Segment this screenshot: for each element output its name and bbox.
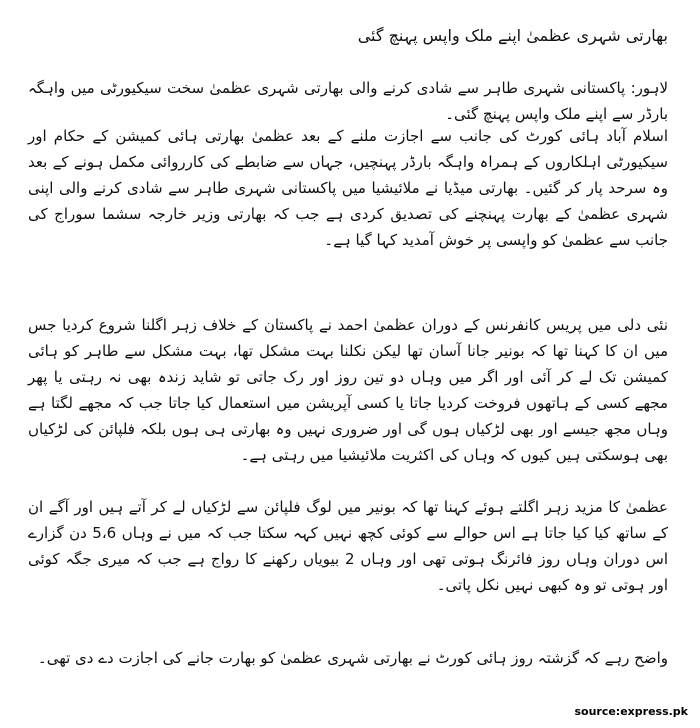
- article-paragraph-5: واضح رہے کہ گزشتہ روز ہائی کورٹ نے بھارتی شہری عظمیٰ کو بھارت جانے کی اجازت دے دی تھی۔: [37, 649, 668, 667]
- article-paragraph-4: عظمیٰ کا مزید زہر اگلتے ہوئے کہنا تھا کہ بونیر میں لوگ فلپائن سے لڑکیاں لے کر آتے ہیں اور آگے ان کے ساتھ کیا کیا جاتا ہے اس حوالے سے کوئی کچھ نہیں کہہ سکتا جب کہ میں نے وہاں 5،6 دن گزارے اس دوران وہاں روز فائرنگ ہوتی تھی اور وہاں 2 بیویاں رکھنے کا رواج ہے جب کہ میری جگہ کوئی اور ہوتی تو وہ کبھی نہیں نکل پاتی۔: [28, 498, 668, 594]
- article-headline: بھارتی شہری عظمیٰ اپنے ملک واپس پہنچ گئی: [357, 26, 668, 45]
- source-credit: source:express.pk: [574, 705, 688, 718]
- article-paragraph-2: اسلام آباد ہائی کورٹ کی جانب سے اجازت ملنے کے بعد عظمیٰ بھارتی ہائی کمیشن کے حکام اور سیکیورٹی اہلکاروں کے ہمراہ واہگہ بارڈر پہنچیں، جہاں سے ضابطے کی کارروائی مکمل ہونے کے بعد وہ سرحد پار کر گئیں۔ بھارتی میڈیا نے ملائیشیا میں پاکستانی شہری طاہر سے شادی کرنے والی اپنی شہری عظمیٰ کے بھارت پہنچنے کی تصدیق کردی ہے جب کہ بھارتی وزیر خارجہ سشما سوراج کی جانب سے عظمیٰ کو واپسی پر خوش آمدید کہا گیا ہے۔: [28, 127, 668, 249]
- article-paragraph-1: لاہور: پاکستانی شہری طاہر سے شادی کرنے والی بھارتی شہری عظمیٰ سخت سیکیورٹی میں واہگہ بارڈر سے اپنے ملک واپس پہنچ گئی۔: [28, 79, 668, 123]
- article-paragraph-3: نئی دلی میں پریس کانفرنس کے دوران عظمیٰ احمد نے پاکستان کے خلاف زہر اگلنا شروع کردیا جس میں ان کا کہنا تھا کہ بونیر جانا آسان تھا لیکن نکلنا بہت مشکل تھا، بہت مشکل سے طاہر کو ہائی کمیشن تک لے کر آئی اور اگر میں وہاں دو تین روز اور رک جاتی تو شاید زندہ بھی نہ رہتی یا پھر مجھے کسی کے ہاتھوں فروخت کردیا جاتا یا کسی آپریشن میں استعمال کیا جاتا جب کہ مجھے لگتا ہے وہاں مجھ جیسے اور بھی لڑکیاں ہوں گی اور ضروری نہیں وہ بھارتی ہی ہوں بلکہ فلپائن کی لڑکیاں بھی ہوسکتی ہیں کیوں کہ وہاں کی اکثریت ملائیشیا میں رہتی ہے۔: [28, 316, 668, 464]
